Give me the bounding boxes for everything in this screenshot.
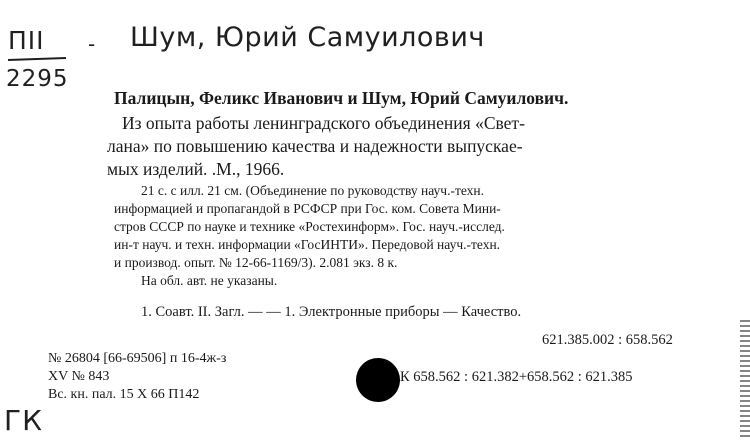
udc-main: 621.385.002 : 658.562	[542, 332, 673, 348]
title-line-2: лана» по повышению качества и надежности выпускае-	[107, 136, 523, 156]
footer-line-1: № 26804 [66-69506] п 16-4ж-з	[48, 351, 227, 366]
punched-hole	[356, 358, 400, 402]
footer-line-3: Вс. кн. пал. 15 X 66 П142	[48, 387, 200, 402]
handwritten-author-name: Шум, Юрий Самуилович	[130, 22, 485, 53]
tracing-line: 1. Соавт. II. Загл. — — 1. Электронные приборы — Качество.	[141, 304, 522, 320]
card-edge-texture	[740, 320, 750, 440]
title-line-3: мых изделий. .М., 1966.	[107, 159, 285, 179]
shelf-mark-underline	[8, 57, 66, 61]
handwritten-shelf-mark: ПІІ	[8, 26, 45, 55]
collation-line-3: стров СССР по науке и технике «Ростехинформ». Гос. науч.-исслед.	[114, 219, 505, 234]
collation-line-4: ин-т науч. и техн. информации «ГосИНТИ». Передовой науч.-техн.	[114, 237, 501, 252]
handwritten-dash: -	[88, 32, 97, 56]
handwritten-shelf-number: 2295	[6, 66, 69, 92]
collation-line-6: На обл. авт. не указаны.	[141, 273, 278, 288]
udc-secondary: К 658.562 : 621.382+658.562 : 621.385	[400, 369, 633, 385]
title-line-1: Из опыта работы ленинградского объединения «Свет-	[122, 113, 525, 133]
entry-heading: Палицын, Феликс Иванович и Шум, Юрий Самуилович.	[114, 88, 569, 108]
collation-line-5: и производ. опыт. № 12-66-1169/3). 2.081 экз. 8 к.	[114, 255, 398, 270]
handwritten-corner-mark: ГК	[4, 404, 43, 437]
collation-line-1: 21 с. с илл. 21 см. (Объединение по руководству науч.-техн.	[141, 183, 485, 198]
collation-line-2: информацией и пропагандой в РСФСР при Гос. ком. Совета Мини-	[114, 201, 501, 216]
footer-line-2: XV № 843	[48, 369, 110, 384]
